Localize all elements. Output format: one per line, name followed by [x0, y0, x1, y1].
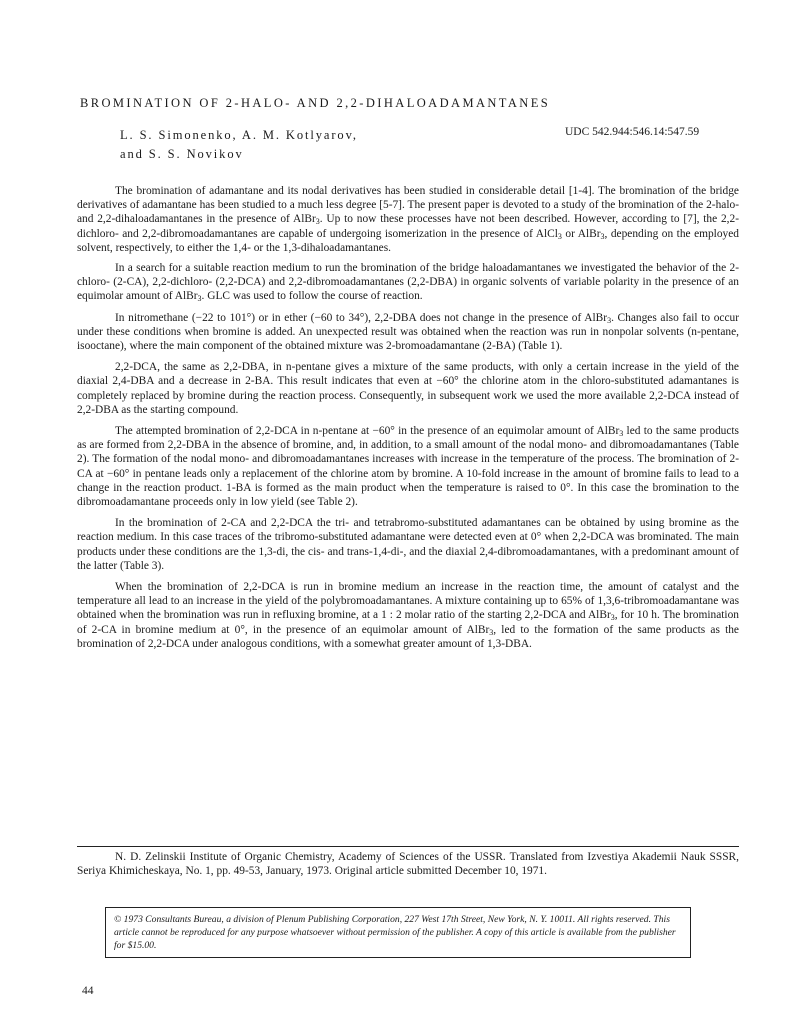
text-run: , led to the formation of the same products as the bromination of 2,2-DCA under analogous conditions, with a somewhat greater amount of 1,3-DBA. — [77, 623, 739, 650]
text-run: The attempted bromination of 2,2-DCA in n-pentane at −60° in the presence of an equimolar amount of AlBr — [115, 425, 620, 438]
subscript: 3 — [607, 315, 612, 325]
paragraph-5 — [77, 424, 739, 509]
affiliation-footnote — [77, 850, 739, 878]
article-body — [77, 184, 739, 658]
text-run: , for 10 h. The bromination of 2-CA in bromine medium at 0°, in the presence of an equimolar amount of AlBr — [77, 609, 739, 636]
page-number: 44 — [82, 985, 94, 997]
paragraph-1 — [77, 184, 739, 255]
paragraph-4: 2,2-DCA, the same as 2,2-DBA, in n-pentane gives a mixture of the same products, with only a certain increase in the yield of the diaxial 2,4-DBA and a decrease in 2-BA. This result indicates that even at −60° the chlorine atom in the chloro-substituted adamantanes is completely replaced by bromine during the reaction process. Consequently, in subsequent work we used the more available 2,2-DCA instead of 2,2-DBA as the starting compound. — [77, 361, 739, 416]
subscript: 3 — [557, 231, 562, 241]
authors-line-2: and S. S. Novikov — [120, 147, 244, 161]
text-run: In a search for a suitable reaction medium to run the bromination of the bridge haloadamantanes we investigated the behavior of the 2-chloro- (2-CA), 2,2-dichloro- (2,2-DCA) and 2,2-dibromoadamantanes (2,2-DBA) in organic solvents of variable polarity in the presence of an equimolar amount of AlBr — [77, 262, 739, 303]
text-run: . Up to now these processes have not been described. However, according to [7], the 2,2-dichloro- and 2,2-dibromoadamantanes are capable of undergoing isomerization in the presence of AlCl — [77, 213, 739, 240]
udc-code: UDC 542.944:546.14:547.59 — [565, 126, 700, 138]
footnote-divider — [77, 846, 739, 847]
text-run: In nitromethane (−22 to 101°) or in ether (−60 to 34°), 2,2-DBA does not change in the presence of AlBr — [115, 311, 608, 324]
text-run: or AlBr — [561, 227, 601, 240]
authors-line-1: L. S. Simonenko, A. M. Kotlyarov, — [120, 128, 358, 142]
subscript: 3 — [315, 217, 320, 227]
text-run: led to the same products as are formed from 2,2-DBA in the absence of bromine, and, in addition, to a small amount of the nodal mono- and dibromoadamantanes (Table 2). The formation of the nodal mono- and dibromoadamantanes increases with increase in the temperature of the process. The bromination of 2-CA at −60° in pentane leads only a replacement of the chlorine atom by bromine. A 10-fold increase in the amount of bromine fails to lead to a change in the reaction product. 1-BA is formed as the main product when the temperature is raised to 0°. In this case the bromination to the dibromoadamantane proceeds only in low yield (see Table 2). — [77, 425, 739, 509]
text-run: When the bromination of 2,2-DCA is run in bromine medium an increase in the reaction time, the amount of catalyst and the temperature all lead to an increase in the yield of the polybromoadamantanes. A mixture containing up to 65% of 1,3,6-tribromoadamantane was obtained when the bromination was run in refluxing bromine, at a 1 : 2 molar ratio of the starting 2,2-DCA and AlBr — [77, 581, 739, 622]
subscript: 3 — [610, 613, 615, 623]
subscript: 3 — [600, 231, 605, 241]
text-run: The bromination of adamantane and its nodal derivatives has been studied in considerable detail [1-4]. The bromination of the bridge derivatives of adamantane has been studied to a much less degree [5-7]. The present paper is devoted to a study of the bromination of the 2-halo- and 2,2-dihaloadamantanes in the presence of AlBr — [77, 185, 739, 226]
text-run: . Changes also fail to occur under these conditions when bromine is added. An unexpected result was obtained when the reaction was run in nonpolar solvents (n-pentane, isooctane), where the main component of the obtained mixture was 2-bromoadamantane (2-BA) (Table 1). — [77, 311, 739, 353]
paragraph-3 — [77, 311, 739, 354]
paragraph-7 — [77, 580, 739, 651]
copyright-notice: © 1973 Consultants Bureau, a division of Plenum Publishing Corporation, 227 West 17th Street, New York, N. Y. 10011. All rights reserved. This article cannot be reproduced for any purpose whatsoever without permission of the publisher. A copy of this article is available from the publisher for $15.00. — [105, 907, 691, 958]
text-run: . GLC was used to follow the course of reaction. — [201, 290, 423, 303]
affiliation-text: N. D. Zelinskii Institute of Organic Chemistry, Academy of Sciences of the USSR. Translated from Izvestiya Akademii Nauk SSSR, Seriya Khimicheskaya, No. 1, pp. 49-53, January, 1973. Original article submitted December 10, 1971. — [77, 851, 739, 878]
subscript: 3 — [619, 429, 624, 439]
paragraph-2 — [77, 261, 739, 304]
subscript: 3 — [197, 294, 202, 304]
author-list — [120, 126, 358, 164]
article-title: BROMINATION OF 2-HALO- AND 2,2-DIHALOADAMANTANES — [80, 96, 551, 110]
text-run: , depending on the employed solvent, respectively, to either the 1,4- or the 1,3-dihaloadamantanes. — [77, 227, 739, 254]
subscript: 3 — [489, 627, 494, 637]
paragraph-6: In the bromination of 2-CA and 2,2-DCA the tri- and tetrabromo-substituted adamantanes can be obtained by using bromine as the reaction medium. In this case traces of the tribromo-substituted adamantane were detected even at 0° when 2,2-DCA was brominated. The main products under these conditions are the 1,3-di, the cis- and trans-1,4-di-, and the diaxial 2,4-dibromoadamantanes, with a predominant amount of the latter (Table 3). — [77, 517, 739, 572]
